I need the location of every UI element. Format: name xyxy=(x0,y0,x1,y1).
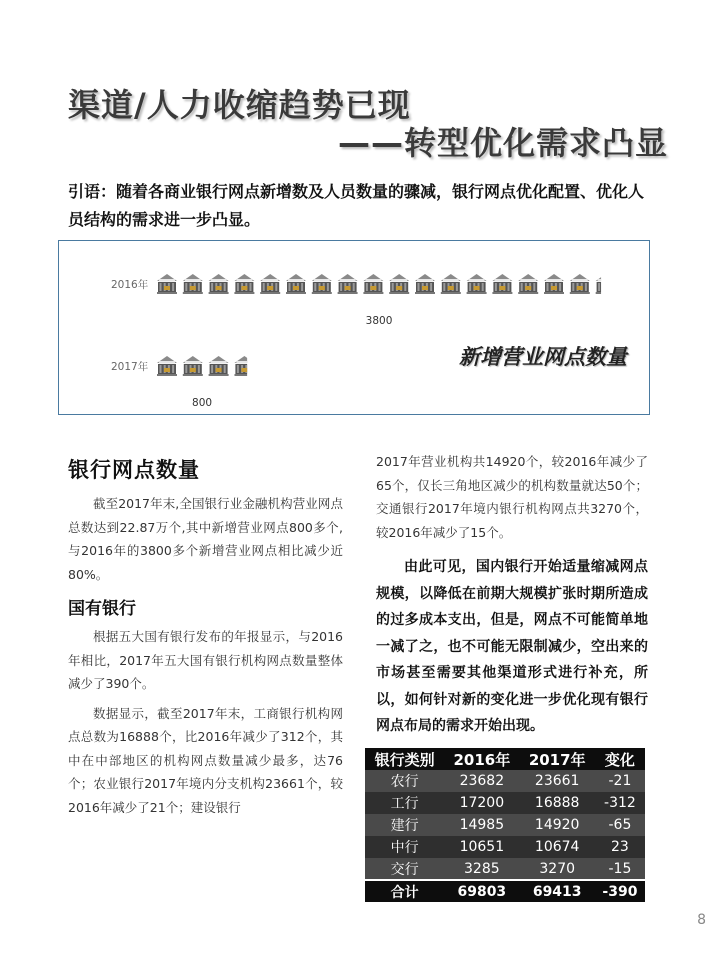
table-cell: 3285 xyxy=(444,858,519,880)
subsection-heading: 国有银行 xyxy=(68,599,136,619)
bank-building-icon xyxy=(183,356,203,376)
bank-building-icon xyxy=(209,274,229,294)
table-cell: 10674 xyxy=(520,836,595,858)
value-label: 3800 xyxy=(365,315,393,327)
bank-building-icon xyxy=(389,274,409,294)
table-cell: 建行 xyxy=(365,814,444,836)
bank-building-icon xyxy=(441,274,461,294)
bank-building-icon xyxy=(338,274,358,294)
table-cell: 23 xyxy=(595,836,645,858)
chart-title: 新增营业网点数量 xyxy=(459,345,627,369)
table-cell: -65 xyxy=(595,814,645,836)
bank-building-icon xyxy=(209,356,229,376)
bank-building-icon xyxy=(544,274,564,294)
paragraph: 数据显示，截至2017年末，工商银行机构网点总数为16888个，比2016年减少了312个，其中在中部地区的机构网点数量减少最多，达76个；农业银行2017年境内分支机构23661个，较2016年减少了21个；建设银行 xyxy=(68,705,343,815)
table-row xyxy=(365,792,645,814)
paragraph: 截至2017年末,全国银行业金融机构营业网点总数达到22.87万个,其中新增营业网点800多个,与2016年的3800多个新增营业网点相比减少近80%。 xyxy=(68,496,343,582)
table-cell: -15 xyxy=(595,858,645,880)
table-cell: 中行 xyxy=(365,836,444,858)
paragraph: 2017年营业机构共14920个，较2016年减少了65个，仅长三角地区减少的机构数量就达50个；交通银行2017年境内银行机构网点共3270个，较2016年减少了15个。 xyxy=(376,454,648,540)
table-row xyxy=(365,858,645,880)
table-cell: 10651 xyxy=(444,836,519,858)
table-cell: 14985 xyxy=(444,814,519,836)
table-cell: 合计 xyxy=(365,880,444,902)
page-title-line1: 渠道/人力收缩趋势已现 xyxy=(68,86,411,124)
table-cell: 3270 xyxy=(520,858,595,880)
table-row xyxy=(365,770,645,792)
table-cell: 交行 xyxy=(365,858,444,880)
bank-building-icon xyxy=(415,274,435,294)
table-header-cell: 2016年 xyxy=(444,748,519,770)
table-cell: -312 xyxy=(595,792,645,814)
table-header-cell: 2017年 xyxy=(520,748,595,770)
table-cell: 14920 xyxy=(520,814,595,836)
bank-building-icon xyxy=(157,356,177,376)
bank-building-icon xyxy=(596,274,616,294)
table-cell: 23661 xyxy=(520,770,595,792)
table-header-row xyxy=(365,748,645,770)
category-label: 2016年 xyxy=(111,279,149,291)
chart-panel xyxy=(58,240,650,415)
value-label: 800 xyxy=(192,397,213,409)
bank-branch-table xyxy=(365,748,645,902)
table-row xyxy=(365,836,645,858)
bank-building-icon xyxy=(363,274,383,294)
section-heading: 银行网点数量 xyxy=(68,458,200,482)
bank-building-icon xyxy=(518,274,538,294)
bank-building-icon xyxy=(467,274,487,294)
pictogram-bar xyxy=(157,274,616,294)
table-cell: 工行 xyxy=(365,792,444,814)
table-cell: 农行 xyxy=(365,770,444,792)
right-column xyxy=(376,450,648,740)
table-cell: -390 xyxy=(595,880,645,902)
table-cell: 69803 xyxy=(444,880,519,902)
table-header-cell: 变化 xyxy=(595,748,645,770)
table-cell: -21 xyxy=(595,770,645,792)
bank-building-icon xyxy=(157,274,177,294)
bank-building-icon xyxy=(183,274,203,294)
bank-building-icon xyxy=(260,274,280,294)
table-total-row xyxy=(365,880,645,902)
table-cell: 69413 xyxy=(520,880,595,902)
bank-building-icon xyxy=(312,274,332,294)
paragraph: 根据五大国有银行发布的年报显示，与2016年相比，2017年五大国有银行机构网点数量整体减少了390个。 xyxy=(68,629,343,691)
table-row xyxy=(365,814,645,836)
bank-building-icon xyxy=(234,274,254,294)
table-cell: 23682 xyxy=(444,770,519,792)
page-number: 8 xyxy=(697,912,706,928)
pictogram-chart xyxy=(59,241,649,414)
conclusion-paragraph: 由此可见，国内银行开始适量缩减网点规模，以降低在前期大规模扩张时期所造成的过多成本支出，但是，网点不可能简单地一减了之，也不可能无限制减少，空出来的市场甚至需要其他渠道形式进行补充，所以，如何针对新的变化进一步优化现有银行网点布局的需求开始出现。 xyxy=(376,559,648,734)
bank-building-icon xyxy=(492,274,512,294)
bank-building-icon xyxy=(234,356,254,376)
table-header-cell: 银行类别 xyxy=(365,748,444,770)
table-cell: 16888 xyxy=(520,792,595,814)
bank-building-icon xyxy=(286,274,306,294)
table-cell: 17200 xyxy=(444,792,519,814)
page-title-line2: ——转型优化需求凸显 xyxy=(338,124,669,162)
bank-building-icon xyxy=(570,274,590,294)
left-column xyxy=(68,454,343,819)
intro-text: 引语：随着各商业银行网点新增数及人员数量的骤减，银行网点优化配置、优化人员结构的需求进一步凸显。 xyxy=(68,182,645,229)
pictogram-bar xyxy=(157,356,254,376)
category-label: 2017年 xyxy=(111,361,149,373)
